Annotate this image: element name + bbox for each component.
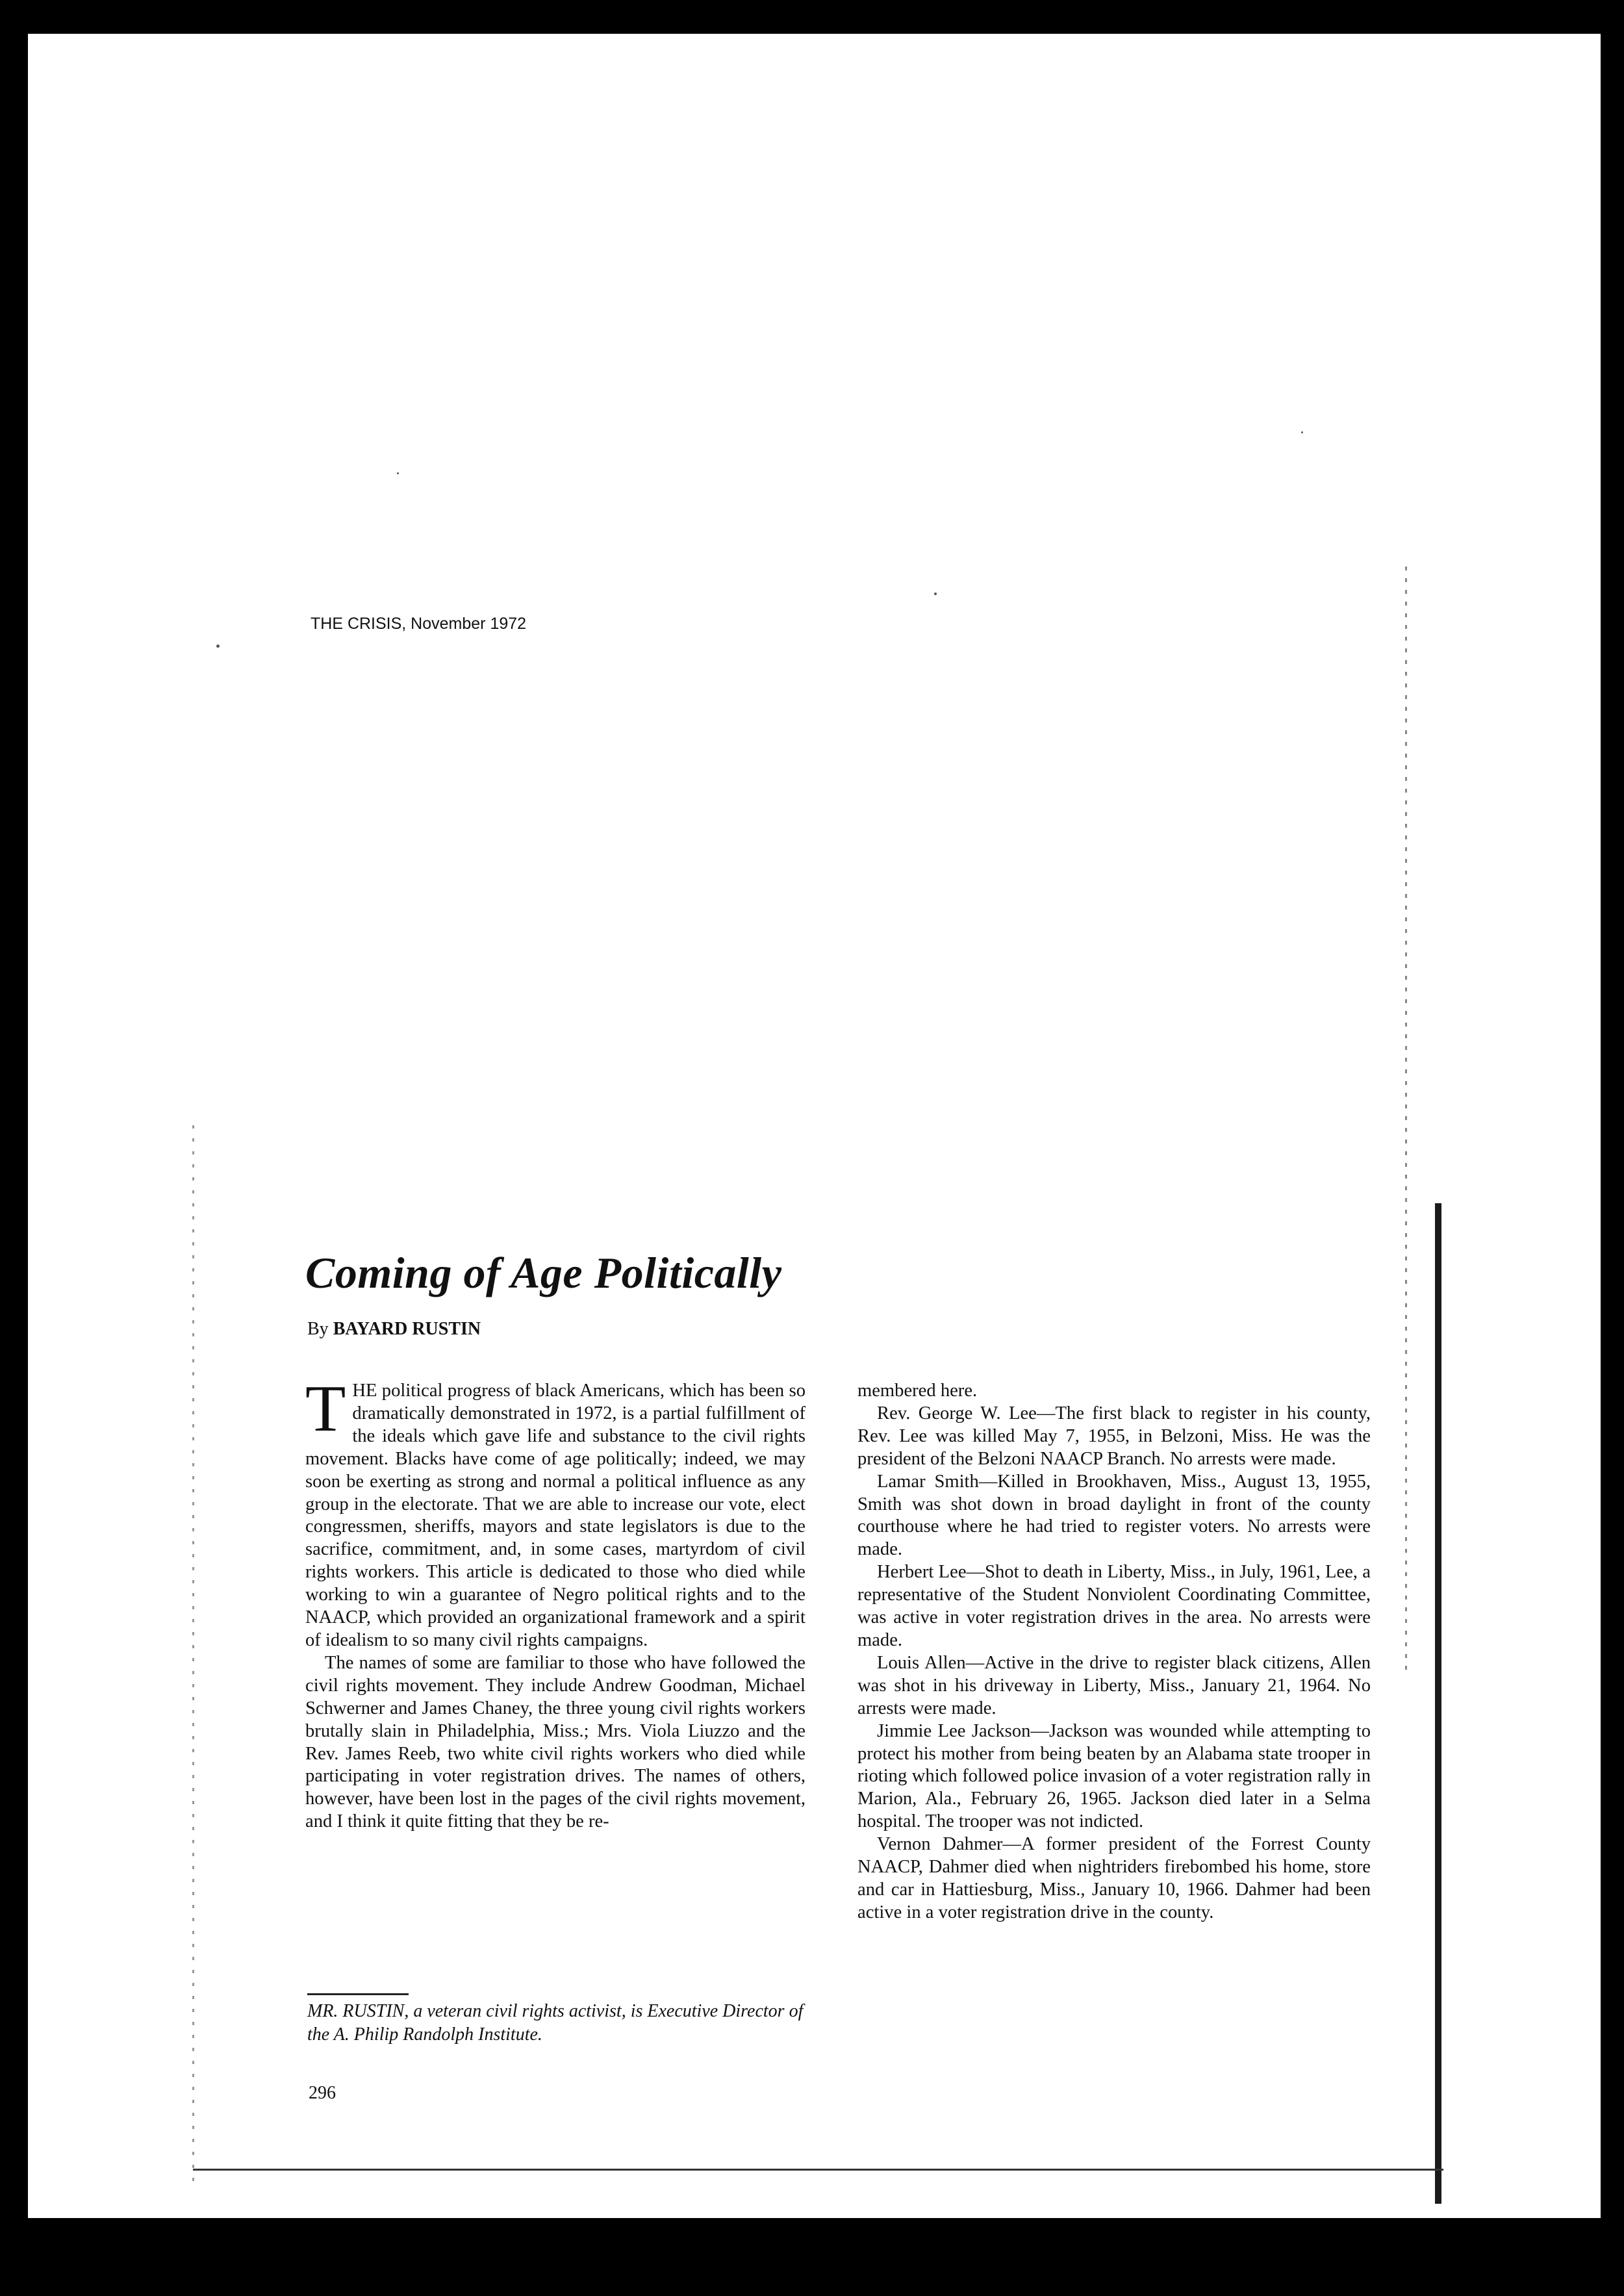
right-column bbox=[857, 1380, 1371, 1924]
scan-speck bbox=[1301, 431, 1303, 433]
paragraph: membered here. bbox=[857, 1381, 978, 1401]
paragraph: THE political progress of black Americans, which has been so dramatically demonstrated in 1972, is a partial fulfillment of the ideals which gave life and substance to the civil rights movement. Blacks have come of age politically; indeed, we may soon be exerting as strong and normal a political influence as any group in the electorate. That we are able to increase our vote, elect congressmen, sheriffs, mayors and state legislators is due to the sacrifice, commitment, and, in some cases, martyrdom of civil rights workers. This article is dedicated to those who died while working to win a guarantee of Negro political rights and to the NAACP, which provided an organizational framework and a spirit of idealism to so many civil rights campaigns. bbox=[305, 1372, 806, 1650]
bottom-rule bbox=[193, 2169, 1443, 2171]
drop-cap: T bbox=[305, 1372, 346, 1446]
paragraph: Herbert Lee—Shot to death in Liberty, Miss., in July, 1961, Lee, a representative of the Student Nonviolent Coordinating Committee, was active in voter registration drives in the area. No arrests were made. bbox=[857, 1562, 1371, 1650]
page-number: 296 bbox=[309, 2083, 336, 2103]
paragraph: Vernon Dahmer—A former president of the Forrest County NAACP, Dahmer died when nightriders firebombed his home, store and car in Hattiesburg, Miss., January 10, 1966. Dahmer had been active in a voter registration drive in the county. bbox=[857, 1834, 1371, 1922]
article-title: Coming of Age Politically bbox=[305, 1248, 782, 1297]
author-footnote: MR. RUSTIN, a veteran civil rights activist, is Executive Director of the A. Philip Randolph Institute. bbox=[307, 2001, 804, 2045]
scan-speck bbox=[216, 644, 220, 648]
paragraph: The names of some are familiar to those who have followed the civil rights movement. They include Andrew Goodman, Michael Schwerner and James Chaney, the three young civil rights workers brutally slain in Philadelphia, Miss.; Mrs. Viola Liuzzo and the Rev. James Reeb, two white civil rights workers who died while participating in voter registration drives. The names of others, however, have been lost in the pages of the civil rights movement, and I think it quite fitting that they be re- bbox=[305, 1652, 806, 1832]
scan-speck bbox=[397, 472, 399, 474]
left-column bbox=[305, 1372, 806, 1833]
scan-edge-mark bbox=[1405, 567, 1407, 1671]
scan-edge-mark-left bbox=[192, 1125, 194, 2191]
scan-speck bbox=[934, 593, 937, 595]
scanned-page bbox=[28, 34, 1601, 2218]
paragraph: Rev. George W. Lee—The first black to register in his county, Rev. Lee was killed May 7, 1955, in Belzoni, Miss. He was the president of the Belzoni NAACP Branch. No arrests were made. bbox=[857, 1403, 1371, 1469]
author-name: BAYARD RUSTIN bbox=[333, 1319, 481, 1339]
byline-prefix: By bbox=[307, 1319, 329, 1339]
running-head: THE CRISIS, November 1972 bbox=[311, 615, 527, 633]
scan-edge-shadow bbox=[1435, 1203, 1441, 2204]
paragraph: Lamar Smith—Killed in Brookhaven, Miss., August 13, 1955, Smith was shot down in broad daylight in front of the county courthouse where he had tried to register voters. No arrests were made. bbox=[857, 1471, 1371, 1560]
byline bbox=[307, 1319, 481, 1340]
paragraph: Jimmie Lee Jackson—Jackson was wounded while attempting to protect his mother from being beaten by an Alabama state trooper in rioting which followed police invasion of a voter registration rally in Marion, Ala., February 26, 1965. Jackson died later in a Selma hospital. The trooper was not indicted. bbox=[857, 1720, 1371, 1832]
footnote-rule bbox=[307, 1993, 409, 1995]
paragraph: Louis Allen—Active in the drive to register black citizens, Allen was shot in his driveway in Liberty, Miss., January 21, 1964. No arrests were made. bbox=[857, 1652, 1371, 1718]
